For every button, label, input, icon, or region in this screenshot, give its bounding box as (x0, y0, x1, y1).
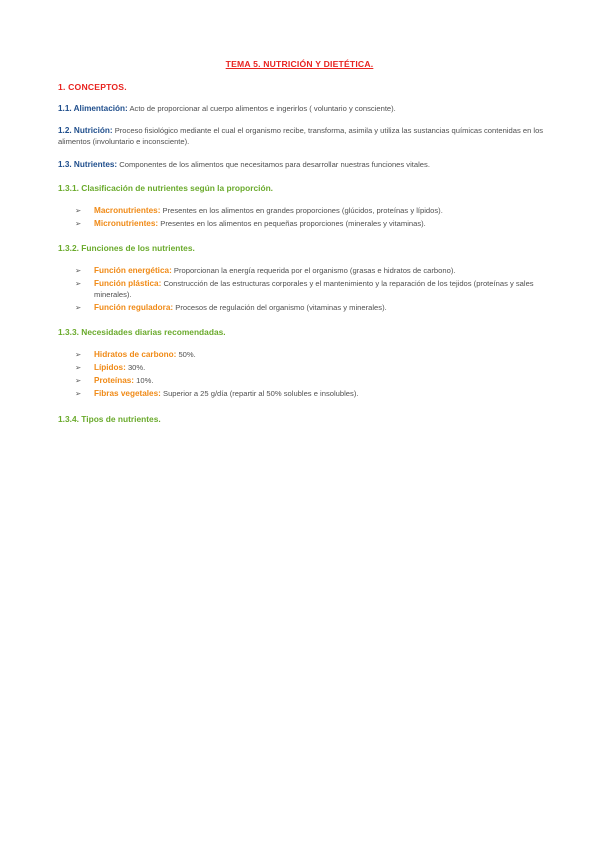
list-item (75, 266, 545, 277)
item-key: Proteínas: (94, 375, 135, 385)
item-key: Lípidos: (94, 362, 126, 372)
item-text: 50%. (176, 350, 196, 359)
subsection-heading-necesidades: 1.3.3. Necesidades diarias recomendadas. (58, 327, 226, 337)
arrow-bullet-icon: ➢ (75, 362, 82, 372)
paragraph-nutricion (58, 126, 548, 147)
arrow-bullet-icon: ➢ (75, 218, 82, 228)
list-item (75, 206, 545, 217)
paragraph-label: 1.2. Nutrición: (58, 126, 113, 135)
list-item (75, 219, 545, 230)
item-key: Función reguladora: (94, 302, 174, 312)
arrow-bullet-icon: ➢ (75, 302, 82, 312)
paragraph-label: 1.1. Alimentación: (58, 104, 128, 113)
item-text: 10%. (134, 375, 154, 385)
arrow-bullet-icon: ➢ (75, 375, 82, 385)
section-heading: 1. CONCEPTOS. (58, 82, 127, 92)
item-key: Función plástica: (94, 278, 162, 288)
item-key: Macronutrientes: (94, 206, 161, 215)
paragraph-label: 1.3. Nutrientes: (58, 160, 118, 169)
item-text: Proporcionan la energía requerida por el organismo (grasas e hidratos de carbono). (171, 266, 456, 275)
item-text: Procesos de regulación del organismo (vitaminas y minerales). (173, 302, 387, 312)
list-item (75, 350, 545, 361)
paragraph-alimentacion (58, 104, 548, 115)
list-item (75, 363, 545, 374)
paragraph-text: Proceso fisiológico mediante el cual el organismo recibe, transforma, asimila y utiliza las sustancias químicas contenidas en los alimentos (involuntario e inconsciente). (58, 126, 544, 146)
item-text: Superior a 25 g/día (repartir al 50% solubles e insolubles). (160, 388, 359, 398)
arrow-bullet-icon: ➢ (75, 206, 82, 215)
item-key: Función energética: (94, 266, 172, 275)
subsection-heading-clasificacion: 1.3.1. Clasificación de nutrientes según la proporción. (58, 183, 274, 193)
subsection-heading-tipos: 1.3.4. Tipos de nutrientes. (58, 414, 161, 424)
item-text: Presentes en los alimentos en grandes proporciones (glúcidos, proteínas y lípidos). (160, 206, 443, 215)
item-key: Hidratos de carbono: (94, 350, 177, 359)
item-text: Construcción de las estructuras corporales y el mantenimiento y la reparación de los tejidos (proteínas y sales minerales). (94, 278, 534, 299)
document-title: TEMA 5. NUTRICIÓN Y DIETÉTICA. (225, 59, 374, 69)
arrow-bullet-icon: ➢ (75, 350, 82, 359)
list-item (75, 389, 545, 400)
subsection-heading-funciones: 1.3.2. Funciones de los nutrientes. (58, 243, 195, 253)
paragraph-text: Acto de proporcionar al cuerpo alimentos e ingerirlos ( voluntario y consciente). (127, 104, 396, 113)
item-key: Micronutrientes: (94, 218, 159, 228)
arrow-bullet-icon: ➢ (75, 266, 82, 275)
list-necesidades (75, 350, 545, 402)
list-item (75, 303, 545, 314)
paragraph-text: Componentes de los alimentos que necesitamos para desarrollar nuestras funciones vitales. (117, 160, 430, 169)
list-item (75, 376, 545, 387)
list-funciones (75, 266, 545, 316)
arrow-bullet-icon: ➢ (75, 388, 82, 398)
item-key: Fibras vegetales: (94, 388, 161, 398)
list-clasificacion (75, 206, 545, 232)
arrow-bullet-icon: ➢ (75, 278, 82, 288)
paragraph-nutrientes (58, 160, 548, 171)
list-item (75, 279, 545, 300)
item-text: Presentes en los alimentos en pequeñas proporciones (minerales y vitaminas). (158, 218, 426, 228)
item-text: 30%. (125, 362, 146, 372)
